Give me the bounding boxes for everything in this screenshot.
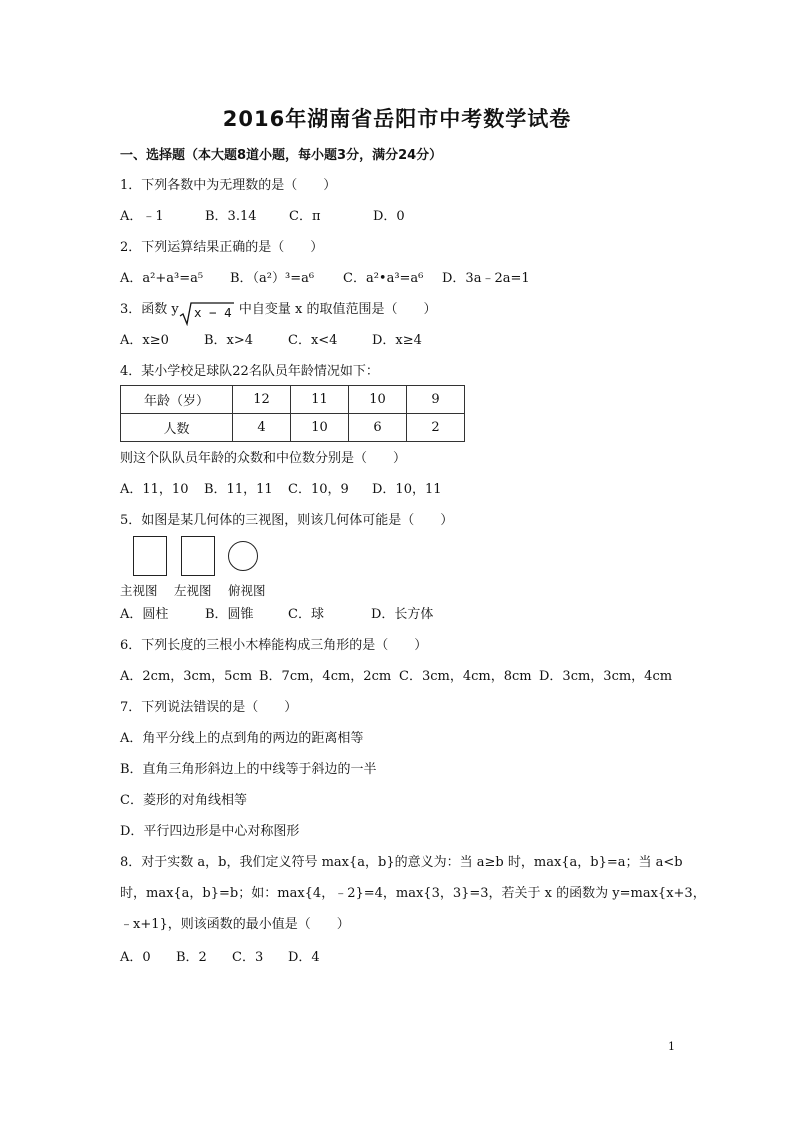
q5-option-c: C．球 (288, 607, 324, 622)
q5-option-d: D．长方体 (371, 607, 434, 622)
q4-option-d: D．10，11 (372, 482, 442, 497)
table-row (121, 414, 465, 442)
q4-option-b: B．11，11 (204, 482, 273, 497)
q3-option-c: C．x<4 (288, 333, 338, 348)
q7-option-b: B．直角三角形斜边上的中线等于斜边的一半 (120, 762, 377, 777)
q2-option-b: B．（a²）³=a⁶ (230, 271, 315, 286)
q1-option-a: A．﹣1 (120, 209, 164, 224)
table-row (121, 386, 465, 414)
q6-option-c: C．3cm，4cm，8cm (399, 669, 532, 684)
q5-option-a: A．圆柱 (120, 607, 169, 622)
top-view-circle (228, 541, 258, 571)
question-8-line-1: 8．对于实数 a，b，我们定义符号 max{a，b}的意义为：当 a≥b 时，max{a，b}=a；当 a<b (120, 855, 683, 870)
q7-option-c: C．菱形的对角线相等 (120, 793, 247, 808)
q8-option-a: A．0 (120, 950, 151, 965)
table-cell: 10 (291, 414, 349, 442)
table-cell: 9 (407, 386, 465, 414)
square-root-expression (179, 302, 235, 326)
radical-sign-icon (179, 302, 235, 326)
question-4-options (120, 481, 442, 499)
top-view-label: 俯视图 (228, 583, 266, 598)
q4-option-a: A．11，10 (120, 482, 189, 497)
table-cell: 12 (233, 386, 291, 414)
question-5-options (120, 606, 433, 624)
question-3-options (120, 332, 422, 350)
q3-option-b: B．x>4 (204, 333, 254, 348)
side-view-label: 左视图 (174, 583, 212, 598)
q7-option-d: D．平行四边形是中心对称图形 (120, 824, 300, 839)
q2-option-c: C．a²•a³=a⁶ (343, 271, 424, 286)
side-view-rectangle (181, 536, 215, 576)
age-table (120, 385, 465, 442)
question-5-stem: 5．如图是某几何体的三视图，则该几何体可能是（ ） (120, 513, 454, 528)
question-1-stem: 1．下列各数中为无理数的是（ ） (120, 178, 337, 193)
question-6-options (120, 668, 672, 686)
front-view-rectangle (133, 536, 167, 576)
q8-option-b: B．2 (176, 950, 207, 965)
question-8-options (120, 949, 320, 967)
q3-stem-suffix: 中自变量 x 的取值范围是（ ） (238, 302, 437, 317)
table-cell: 11 (291, 386, 349, 414)
section-heading: 一、选择题（本大题8道小题，每小题3分，满分24分） (120, 148, 443, 163)
q3-option-a: A．x≥0 (120, 333, 169, 348)
question-4-stem: 4．某小学校足球队22名队员年龄情况如下： (120, 364, 379, 379)
question-2-stem: 2．下列运算结果正确的是（ ） (120, 240, 324, 255)
table-cell: 2 (407, 414, 465, 442)
q6-option-b: B．7cm，4cm，2cm (259, 669, 392, 684)
q6-option-a: A．2cm，3cm，5cm (120, 669, 253, 684)
q1-option-b: B．3.14 (205, 209, 257, 224)
question-1-options (120, 208, 405, 226)
q1-option-d: D．0 (373, 209, 405, 224)
question-4-followup: 则这个队队员年龄的众数和中位数分别是（ ） (120, 451, 407, 466)
q3-stem-prefix: 3．函数 y (120, 302, 179, 317)
table-cell: 4 (233, 414, 291, 442)
table-header-age: 年龄（岁） (121, 386, 233, 414)
radicand: x − 4 (193, 304, 232, 320)
q4-option-c: C．10，9 (288, 482, 349, 497)
question-2-options (120, 270, 530, 288)
page-number: 1 (668, 1040, 675, 1053)
q3-option-d: D．x≥4 (372, 333, 422, 348)
q2-option-a: A．a²+a³=a⁵ (120, 271, 204, 286)
front-view-label: 主视图 (120, 583, 158, 598)
question-7-stem: 7．下列说法错误的是（ ） (120, 700, 298, 715)
table-cell: 10 (349, 386, 407, 414)
question-8-line-2: 时，max{a，b}=b；如：max{4，﹣2}=4，max{3，3}=3，若关于 x 的函数为 y=max{x+3， (120, 886, 706, 901)
question-3-stem (120, 301, 437, 326)
page-title: 2016年湖南省岳阳市中考数学试卷 (222, 107, 572, 131)
table-cell: 6 (349, 414, 407, 442)
table-header-count: 人数 (121, 414, 233, 442)
q8-option-d: D．4 (288, 950, 320, 965)
q1-option-c: C．π (289, 209, 321, 224)
q2-option-d: D．3a﹣2a=1 (442, 271, 530, 286)
question-6-stem: 6．下列长度的三根小木棒能构成三角形的是（ ） (120, 638, 428, 653)
q6-option-d: D．3cm，3cm，4cm (539, 669, 673, 684)
question-8-line-3: ﹣x+1}，则该函数的最小值是（ ） (120, 917, 350, 932)
q8-option-c: C．3 (232, 950, 264, 965)
q5-option-b: B．圆锥 (205, 607, 254, 622)
q7-option-a: A．角平分线上的点到角的两边的距离相等 (120, 731, 364, 746)
